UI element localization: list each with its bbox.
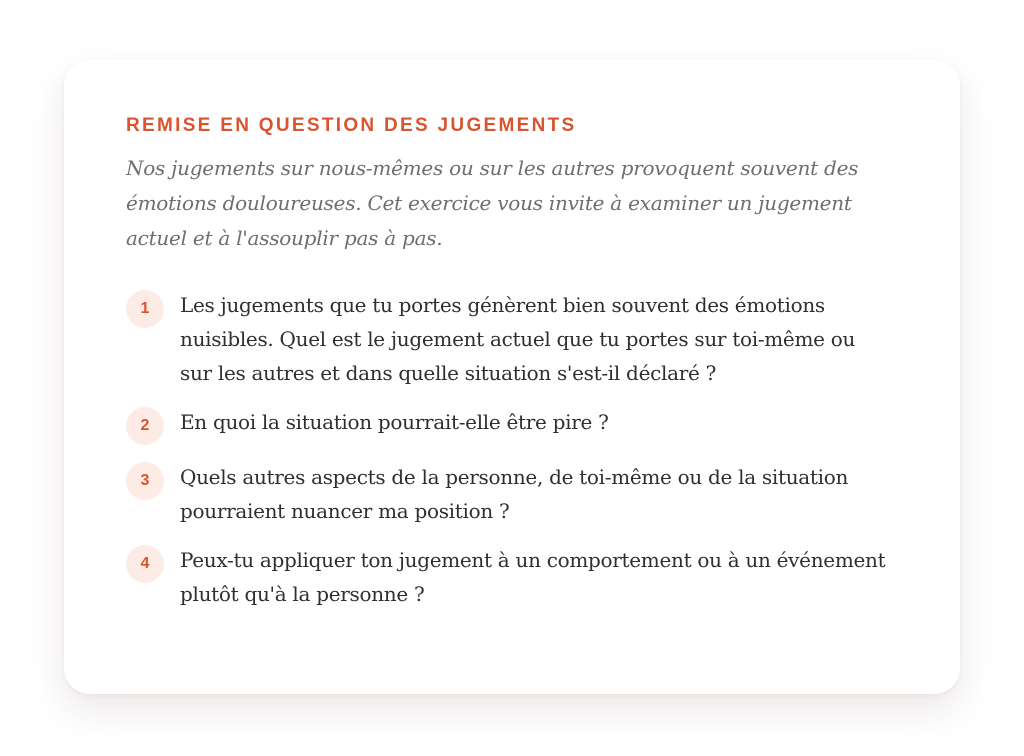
step-item — [126, 547, 898, 611]
step-question: Peux-tu appliquer ton jugement à un comportement ou à un événement plutôt qu'à la personne ? — [180, 548, 886, 606]
card-title: REMISE EN QUESTION DES JUGEMENTS — [126, 115, 577, 136]
step-question: En quoi la situation pourrait-elle être pire ? — [180, 410, 609, 434]
exercise-card — [64, 60, 960, 694]
steps-list — [126, 292, 898, 611]
step-question: Les jugements que tu portes génèrent bien souvent des émotions nuisibles. Quel est le jugement actuel que tu portes sur toi-même ou sur les autres et dans quelle situation s'est-il déclaré ? — [180, 293, 856, 385]
step-number-badge: 4 — [126, 545, 164, 583]
step-item — [126, 292, 898, 390]
step-item — [126, 409, 898, 445]
step-question: Quels autres aspects de la personne, de toi-même ou de la situation pourraient nuancer ma position ? — [180, 465, 849, 523]
step-item — [126, 464, 898, 528]
step-number-badge: 2 — [126, 407, 164, 445]
card-intro: Nos jugements sur nous-mêmes ou sur les autres provoquent souvent des émotions douloureuses. Cet exercice vous invite à examiner un jugement actuel et à l'assouplir pas à pas. — [126, 156, 859, 250]
step-number-badge: 1 — [126, 290, 164, 328]
step-number-badge: 3 — [126, 462, 164, 500]
